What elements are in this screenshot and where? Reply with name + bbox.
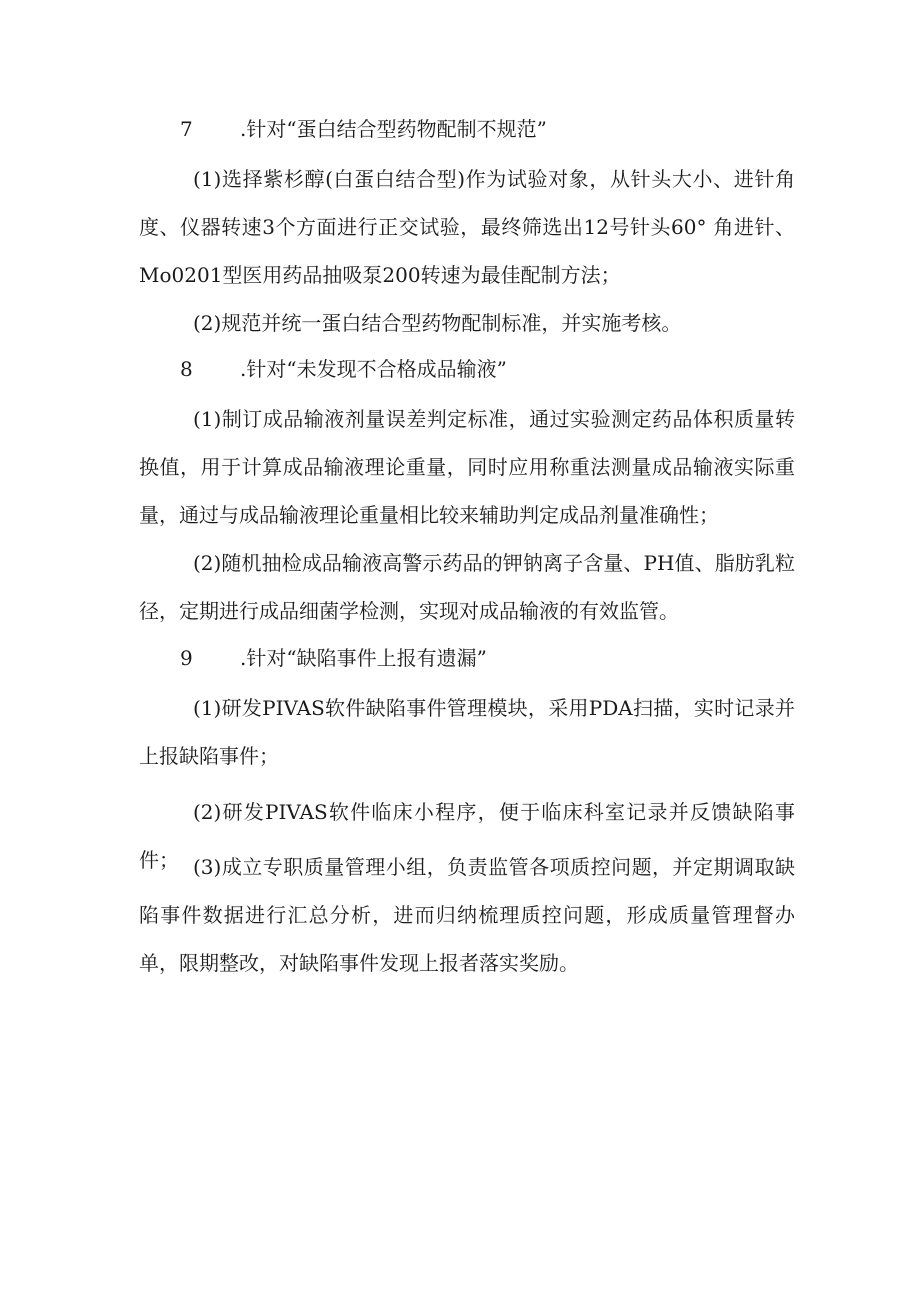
paragraph-7-1: (1)选择紫杉醇(白蛋白结合型)作为试验对象，从针头大小、进针角度、仪器转速3个方面进行正交试验，最终筛选出12号针头60° 角进针、Mo0201型医用药品抽吸泵200转速为最佳配制方法； bbox=[139, 167, 795, 287]
paragraph-8-2: (2)随机抽检成品输液高警示药品的钾钠离子含量、PH值、脂肪乳粒径，定期进行成品细菌学检测，实现对成品输液的有效监管。 bbox=[139, 551, 795, 623]
section-title: .针对“蛋白结合型药物配制不规范” bbox=[240, 117, 547, 141]
paragraph-9-1: (1)研发PIVAS软件缺陷事件管理模块，采用PDA扫描，实时记录并上报缺陷事件； bbox=[139, 696, 795, 768]
section-number: 9 bbox=[180, 646, 193, 670]
paragraph-8-1: (1)制订成品输液剂量误差判定标准，通过实验测定药品体积质量转换值，用于计算成品输液理论重量，同时应用称重法测量成品输液实际重量，通过与成品输液理论重量相比较来辅助判定成品剂量准确性； bbox=[139, 407, 795, 527]
section-title: .针对“未发现不合格成品输液” bbox=[240, 357, 507, 381]
section-title: .针对“缺陷事件上报有遗漏” bbox=[240, 646, 487, 670]
section-heading-7 bbox=[180, 114, 547, 144]
section-number: 8 bbox=[180, 357, 193, 381]
section-heading-9 bbox=[180, 643, 487, 673]
section-number: 7 bbox=[180, 117, 193, 141]
paragraph-7-2: (2)规范并统一蛋白结合型药物配制标准，并实施考核。 bbox=[193, 311, 682, 335]
paragraph-9-3: (3)成立专职质量管理小组，负责监管各项质控问题，并定期调取缺陷事件数据进行汇总分析，进而归纳梳理质控问题，形成质量管理督办单，限期整改，对缺陷事件发现上报者落实奖励。 bbox=[139, 855, 795, 975]
section-heading-8 bbox=[180, 354, 507, 384]
paragraph-9-2: (2)研发PIVAS软件临床小程序，便于临床科室记录并反馈缺陷事件； bbox=[139, 800, 795, 872]
